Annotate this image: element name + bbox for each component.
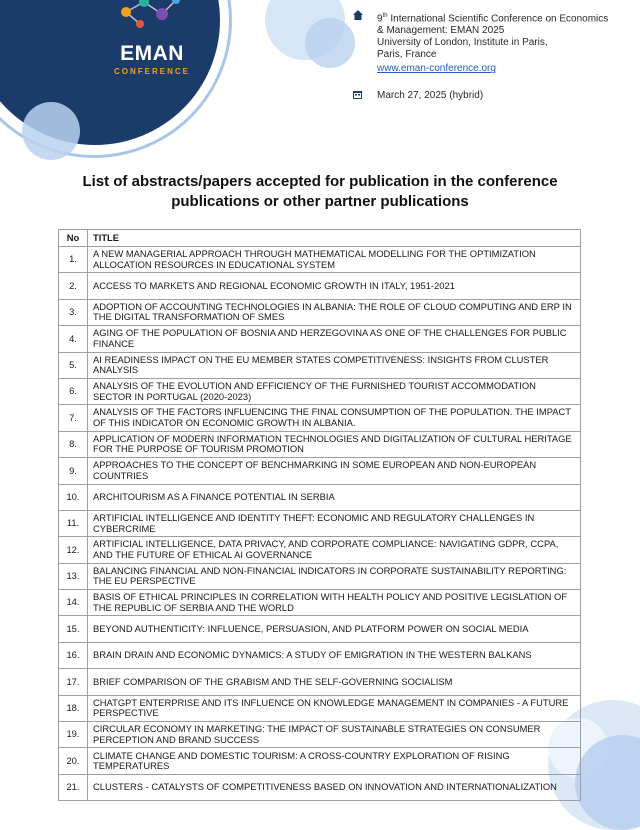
paper-title: CLUSTERS - CATALYSTS OF COMPETITIVENESS BASED ON INNOVATION AND INTERNATIONALIZATION [88,774,581,800]
page-title-line-2: publications or other partner publications [171,193,469,210]
paper-title: BRAIN DRAIN AND ECONOMIC DYNAMICS: A STUDY OF EMIGRATION IN THE WESTERN BALKANS [88,642,581,668]
paper-title: ARTIFICIAL INTELLIGENCE, DATA PRIVACY, AND CORPORATE COMPLIANCE: NAVIGATING GDPR, CCPA, AND THE FUTURE OF ETHICAL AI GOVERNANCE [88,537,581,563]
home-icon [353,10,363,24]
paper-title: ANALYSIS OF THE EVOLUTION AND EFFICIENCY OF THE FURNISHED TOURIST ACCOMMODATION SECTOR IN PORTUGAL (2020-2023) [88,378,581,404]
network-nodes-icon [114,0,184,32]
papers-table [58,229,581,801]
paper-title: APPLICATION OF MODERN INFORMATION TECHNOLOGIES AND DIGITALIZATION OF CULTURAL HERITAGE FOR THE PURPOSE OF TOURISM PROMOTION [88,431,581,457]
row-number: 4. [59,326,88,352]
paper-title: CHATGPT ENTERPRISE AND ITS INFLUENCE ON KNOWLEDGE MANAGEMENT IN COMPANIES - A FUTURE PERSPECTIVE [88,695,581,721]
row-number: 3. [59,299,88,325]
table-row [59,510,581,536]
table-row [59,563,581,589]
page-title [40,172,600,212]
paper-title: BRIEF COMPARISON OF THE GRABISM AND THE SELF-GOVERNING SOCIALISM [88,669,581,695]
paper-title: AGING OF THE POPULATION OF BOSNIA AND HERZEGOVINA AS ONE OF THE CHALLENGES FOR PUBLIC FINANCE [88,326,581,352]
table-row [59,247,581,273]
row-number: 1. [59,247,88,273]
table-row [59,748,581,774]
conference-name: International Scientific Conference on Economics & Management: EMAN 2025 [377,13,609,37]
paper-title: CIRCULAR ECONOMY IN MARKETING: THE IMPACT OF SUSTAINABLE STRATEGIES ON CONSUMER PERCEPTION AND BRAND SUCCESS [88,722,581,748]
row-number: 12. [59,537,88,563]
column-header-no: No [59,230,88,247]
paper-title: ANALYSIS OF THE FACTORS INFLUENCING THE FINAL CONSUMPTION OF THE POPULATION. THE IMPACT OF THIS INDICATOR ON ECONOMIC GROWTH IN ALBANIA. [88,405,581,431]
row-number: 14. [59,590,88,616]
paper-title: AI READINESS IMPACT ON THE EU MEMBER STATES COMPETITIVENESS: INSIGHTS FROM CLUSTER ANALYSIS [88,352,581,378]
table-row [59,352,581,378]
table-row [59,642,581,668]
conference-venue: University of London, Institute in Paris, [377,37,548,49]
table-row [59,669,581,695]
table-row [59,405,581,431]
row-number: 7. [59,405,88,431]
table-row [59,378,581,404]
paper-title: BEYOND AUTHENTICITY: INFLUENCE, PERSUASION, AND PLATFORM POWER ON SOCIAL MEDIA [88,616,581,642]
conference-date: March 27, 2025 (hybrid) [377,90,484,102]
row-number: 17. [59,669,88,695]
row-number: 10. [59,484,88,510]
table-row [59,722,581,748]
logo-subtitle: CONFERENCE [113,67,190,76]
table-row [59,590,581,616]
logo-title: EMAN [120,42,184,65]
conference-website-link[interactable]: www.eman-conference.org [377,63,496,75]
paper-title: ACCESS TO MARKETS AND REGIONAL ECONOMIC GROWTH IN ITALY, 1951-2021 [88,273,581,299]
paper-title: ARTIFICIAL INTELLIGENCE AND IDENTITY THEFT: ECONOMIC AND REGULATORY CHALLENGES IN CYBERCRIME [88,510,581,536]
row-number: 18. [59,695,88,721]
row-number: 13. [59,563,88,589]
eman-logo [96,0,206,85]
row-number: 16. [59,642,88,668]
edition-number: 9 [377,13,383,25]
table-row [59,458,581,484]
paper-title: APPROACHES TO THE CONCEPT OF BENCHMARKING IN SOME EUROPEAN AND NON-EUROPEAN COUNTRIES [88,458,581,484]
row-number: 8. [59,431,88,457]
paper-title: ADOPTION OF ACCOUNTING TECHNOLOGIES IN ALBANIA: THE ROLE OF CLOUD COMPUTING AND ERP IN THE DIGITAL TRANSFORMATION OF SMES [88,299,581,325]
paper-title: A NEW MANAGERIAL APPROACH THROUGH MATHEMATICAL MODELLING FOR THE OPTIMIZATION ALLOCATION RESOURCES IN EDUCATIONAL SYSTEM [88,247,581,273]
table-row [59,431,581,457]
paper-title: BALANCING FINANCIAL AND NON-FINANCIAL INDICATORS IN CORPORATE SUSTAINABILITY REPORTING: THE EU PERSPECTIVE [88,563,581,589]
decorative-circle-top-small [305,18,355,68]
conference-details [353,10,613,75]
table-row [59,299,581,325]
row-number: 20. [59,748,88,774]
table-row [59,774,581,800]
row-number: 9. [59,458,88,484]
table-row [59,484,581,510]
conference-location: Paris, France [377,49,437,61]
edition-suffix: th [382,13,388,19]
calendar-icon [353,90,362,103]
papers-table-body [59,247,581,801]
row-number: 19. [59,722,88,748]
conference-info [353,10,613,102]
row-number: 21. [59,774,88,800]
column-header-title: TITLE [88,230,581,247]
table-header-row [59,230,581,247]
table-row [59,326,581,352]
paper-title: CLIMATE CHANGE AND DOMESTIC TOURISM: A CROSS-COUNTRY EXPLORATION OF RISING TEMPERATURES [88,748,581,774]
table-row [59,537,581,563]
paper-title: ARCHITOURISM AS A FINANCE POTENTIAL IN SERBIA [88,484,581,510]
row-number: 5. [59,352,88,378]
decorative-circle-small [22,102,80,160]
paper-title: BASIS OF ETHICAL PRINCIPLES IN CORRELATION WITH HEALTH POLICY AND POSITIVE LEGISLATION OF THE REPUBLIC OF SERBIA AND THE WORLD [88,590,581,616]
row-number: 15. [59,616,88,642]
page-title-line-1: List of abstracts/papers accepted for publication in the conference [82,173,558,190]
conference-date-row [353,90,613,102]
table-row [59,273,581,299]
row-number: 11. [59,510,88,536]
table-row [59,695,581,721]
row-number: 2. [59,273,88,299]
table-row [59,616,581,642]
row-number: 6. [59,378,88,404]
